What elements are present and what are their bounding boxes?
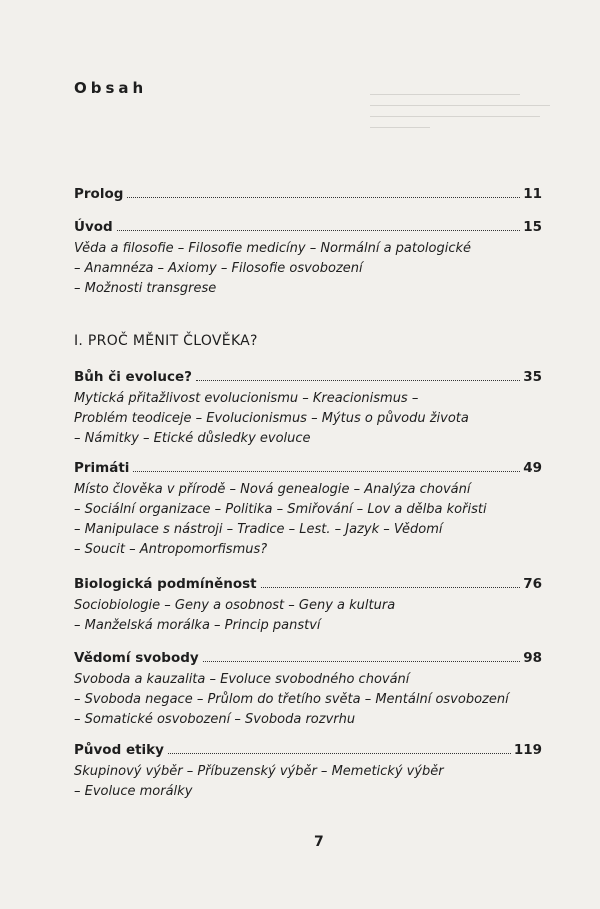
entry-subtopics: Místo člověka v přírodě – Nová genealogie – Analýza chování bbox=[74, 482, 471, 497]
entry-title: Primáti bbox=[74, 460, 130, 476]
entry-title: Úvod bbox=[74, 219, 113, 235]
entry-page: 11 bbox=[523, 186, 542, 202]
show-through-shadow bbox=[370, 88, 570, 158]
entry-subtopics: – Možnosti transgrese bbox=[74, 281, 217, 296]
entry-subtopics: – Svoboda negace – Průlom do třetího světa – Mentální osvobození bbox=[74, 692, 509, 707]
entry-page: 15 bbox=[523, 219, 542, 235]
entry-subtopics: – Evoluce morálky bbox=[74, 784, 193, 799]
page-number: 7 bbox=[314, 834, 324, 850]
entry-title: Biologická podmíněnost bbox=[74, 576, 257, 592]
entry-subtopics: – Manipulace s nástroji – Tradice – Lest. – Jazyk – Vědomí bbox=[74, 522, 443, 537]
entry-page: 49 bbox=[523, 460, 542, 476]
dot-leader bbox=[261, 586, 521, 588]
entry-subtopics: – Soucit – Antropomorfismus? bbox=[74, 542, 268, 557]
toc-entry-primati bbox=[74, 460, 542, 560]
entry-subtopics: – Manželská morálka – Princip panství bbox=[74, 618, 321, 633]
part-title: I. PROČ MĚNIT ČLOVĚKA? bbox=[74, 333, 258, 349]
entry-page: 119 bbox=[513, 742, 542, 758]
entry-title: Bůh či evoluce? bbox=[74, 369, 192, 385]
toc-heading: Obsah bbox=[74, 79, 148, 97]
entry-page: 35 bbox=[523, 369, 542, 385]
entry-subtopics: – Sociální organizace – Politika – Smiřování – Lov a dělba kořisti bbox=[74, 502, 487, 517]
entry-title: Prolog bbox=[74, 186, 124, 202]
toc-entry-buh-ci-evoluce bbox=[74, 369, 542, 449]
dot-leader bbox=[133, 470, 520, 472]
dot-leader bbox=[203, 660, 520, 662]
toc-entry-uvod bbox=[74, 219, 542, 299]
entry-title: Původ etiky bbox=[74, 742, 164, 758]
dot-leader bbox=[196, 379, 520, 381]
entry-subtopics: – Somatické osvobození – Svoboda rozvrhu bbox=[74, 712, 356, 727]
dot-leader bbox=[117, 229, 521, 231]
entry-subtopics: Skupinový výběr – Příbuzenský výběr – Memetický výběr bbox=[74, 764, 444, 779]
entry-page: 98 bbox=[523, 650, 542, 666]
entry-subtopics: Problém teodiceje – Evolucionismus – Mýtus o původu života bbox=[74, 411, 469, 426]
entry-subtopics: – Anamnéza – Axiomy – Filosofie osvobození bbox=[74, 261, 363, 276]
toc-entry-biologicka-podminenost bbox=[74, 576, 542, 636]
entry-subtopics: Sociobiologie – Geny a osobnost – Geny a kultura bbox=[74, 598, 396, 613]
entry-page: 76 bbox=[523, 576, 542, 592]
dot-leader bbox=[168, 752, 511, 754]
dot-leader bbox=[127, 196, 520, 198]
toc-entry-prolog bbox=[74, 186, 542, 206]
entry-subtopics: – Námitky – Etické důsledky evoluce bbox=[74, 431, 311, 446]
entry-subtopics: Věda a filosofie – Filosofie medicíny – Normální a patologické bbox=[74, 241, 472, 256]
entry-subtopics: Mytická přitažlivost evolucionismu – Kreacionismus – bbox=[74, 391, 419, 406]
entry-subtopics: Svoboda a kauzalita – Evoluce svobodného chování bbox=[74, 672, 410, 687]
toc-entry-puvod-etiky bbox=[74, 742, 542, 802]
toc-entry-vedomi-svobody bbox=[74, 650, 542, 730]
entry-title: Vědomí svobody bbox=[74, 650, 199, 666]
